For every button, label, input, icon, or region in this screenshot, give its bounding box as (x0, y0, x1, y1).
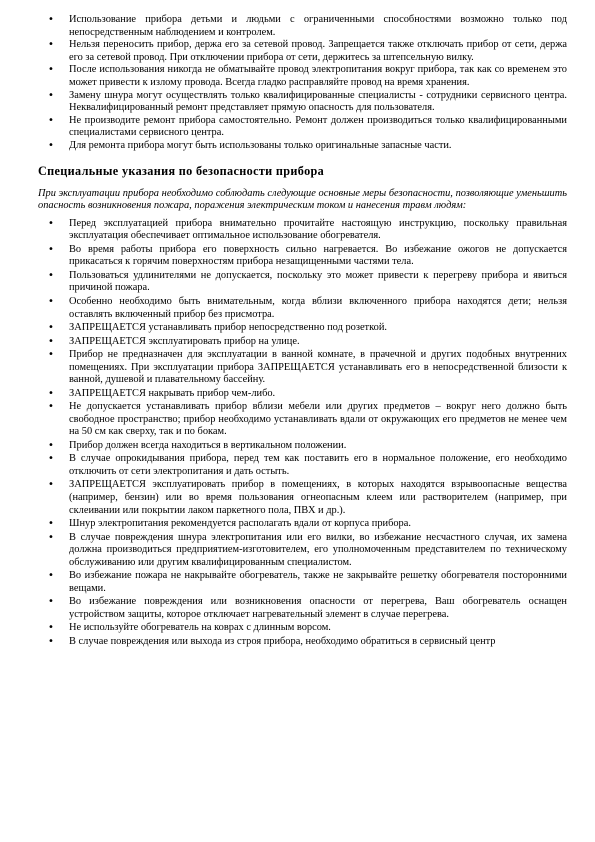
list-item: • Для ремонта прибора могут быть использованы только оригинальные запасные части. (38, 140, 567, 153)
list-item: • ЗАПРЕЩАЕТСЯ накрывать прибор чем-либо. (38, 388, 567, 401)
list-item: • Нельзя переносить прибор, держа его за сетевой провод. Запрещается также отключать прибор от сети, держа его за сетевой провод. При отключении прибора от сети, держитесь за штепсельную вилку. (38, 39, 567, 64)
list-item: • Особенно необходимо быть внимательным, когда вблизи включенного прибора находятся дети; нельзя оставлять включенный прибор без присмотра. (38, 296, 567, 321)
list-item: • ЗАПРЕЩАЕТСЯ устанавливать прибор непосредственно под розеткой. (38, 322, 567, 335)
section-heading: Специальные указания по безопасности прибора (38, 163, 325, 178)
list-item: • В случае повреждения или выхода из строя прибора, необходимо обратиться в сервисный центр (38, 636, 567, 649)
list-item: • ЗАПРЕЩАЕТСЯ эксплуатировать прибор в помещениях, в которых находятся взрывоопасные вещества (например, бензин) или во время пользования огнеопасным клеем или растворителем (например, при склеивании или покрытии лаком паркетного пола, ПВХ и др.). (38, 479, 567, 517)
list-item: • Во избежание пожара не накрывайте обогреватель, также не закрывайте решетку обогревателя посторонними вещами. (38, 570, 567, 595)
list-item: • Во избежание повреждения или возникновения опасности от перегрева, Ваш обогреватель оснащен устройством защиты, которое отключает нагревательный элемент в случае перегрева. (38, 596, 567, 621)
safety-list-top (38, 14, 567, 153)
safety-list-main (38, 218, 567, 649)
list-item: • В случае опрокидывания прибора, перед тем как поставить его в нормальное положение, его необходимо отключить от сети электропитания и дать остыть. (38, 453, 567, 478)
list-item: • Прибор должен всегда находиться в вертикальном положении. (38, 440, 567, 453)
list-item: • ЗАПРЕЩАЕТСЯ эксплуатировать прибор на улице. (38, 336, 567, 349)
list-item: • Пользоваться удлинителями не допускается, поскольку это может привести к перегреву прибора и явиться причиной пожара. (38, 270, 567, 295)
intro-paragraph: При эксплуатации прибора необходимо соблюдать следующие основные меры безопасности, позволяющие уменьшить опасность возникновения пожара, поражения электрическим током и нанесения травм людям: (38, 187, 567, 212)
list-item: • Шнур электропитания рекомендуется располагать вдали от корпуса прибора. (38, 518, 567, 531)
list-item: • Использование прибора детьми и людьми с ограниченными способностями возможно только под непосредственным наблюдением и контролем. (38, 14, 567, 39)
list-item: • Не используйте обогреватель на коврах с длинным ворсом. (38, 622, 567, 635)
list-item: • В случае повреждения шнура электропитания или его вилки, во избежание несчастного случая, их замена должна производиться предприятием-изготовителем, его уполномоченным представителем по техническому обслуживанию или другим квалифицированным специалистом. (38, 532, 567, 570)
list-item: • После использования никогда не обматывайте провод электропитания вокруг прибора, так как со временем это может привести к излому провода. Всегда гладко расправляйте провод на время хранения. (38, 64, 567, 89)
list-item: • Прибор не предназначен для эксплуатации в ванной комнате, в прачечной и других подобных внутренних помещениях. При эксплуатации прибора ЗАПРЕЩАЕТСЯ устанавливать его в непосредственной близости к ванной, душевой и плавательному бассейну. (38, 349, 567, 387)
list-item: • Не допускается устанавливать прибор вблизи мебели или других предметов – вокруг него должно быть свободное пространство; прибор необходимо устанавливать вдали от окружающих его предметов не менее чем на 50 см как сверху, так и по бокам. (38, 401, 567, 439)
list-item: • Не производите ремонт прибора самостоятельно. Ремонт должен производиться только квалифицированными специалистами сервисного центра. (38, 115, 567, 140)
list-item: • Перед эксплуатацией прибора внимательно прочитайте настоящую инструкцию, поскольку правильная эксплуатация обеспечивает оптимальное использование обогревателя. (38, 218, 567, 243)
list-item: • Во время работы прибора его поверхность сильно нагревается. Во избежание ожогов не допускается прикасаться к горячим поверхностям прибора незащищенными частями тела. (38, 244, 567, 269)
list-item: • Замену шнура могут осуществлять только квалифицированные специалисты - сотрудники сервисного центра. Неквалифицированный ремонт представляет прямую опасность для пользователя. (38, 90, 567, 115)
